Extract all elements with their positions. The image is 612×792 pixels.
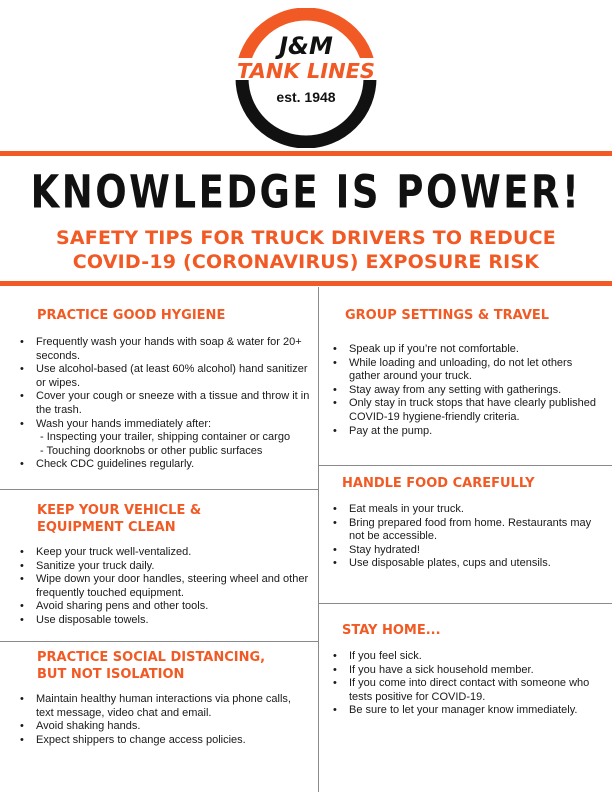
logo-ring-black: [242, 78, 370, 142]
list-item: • Expect shippers to change access policies.: [20, 734, 310, 748]
home-title: STAY HOME...: [342, 623, 441, 638]
right-divider-2: [319, 603, 612, 604]
group-list: [333, 343, 605, 438]
logo-jm: J&M: [279, 32, 333, 60]
list-item: • Avoid sharing pens and other tools.: [20, 600, 310, 614]
home-list: [333, 650, 605, 718]
vehicle-title-line2: EQUIPMENT CLEAN: [37, 520, 176, 535]
column-divider: [318, 287, 319, 792]
distancing-title: [37, 649, 265, 683]
list-item: • Stay hydrated!: [333, 544, 605, 558]
distancing-title-line1: PRACTICE SOCIAL DISTANCING,: [37, 650, 266, 665]
distancing-list: [20, 693, 310, 747]
logo-tank-lines: TANK LINES: [237, 59, 375, 83]
list-item: • Wash your hands immediately after:: [20, 418, 310, 432]
middle-rule: [0, 281, 612, 286]
vehicle-title-line1: KEEP YOUR VEHICLE &: [37, 503, 202, 518]
list-item: • Check CDC guidelines regularly.: [20, 458, 310, 472]
list-item: • While loading and unloading, do not let others gather around your truck.: [333, 357, 605, 384]
list-item: • Only stay in truck stops that have clearly published COVID-19 hygiene-friendly criteria.: [333, 397, 605, 424]
list-item: • Use alcohol-based (at least 60% alcohol) hand sanitizer or wipes.: [20, 363, 310, 390]
list-subitem: - Touching doorknobs or other public surfaces: [40, 444, 263, 457]
right-divider-1: [319, 465, 612, 466]
list-item: • If you have a sick household member.: [333, 664, 605, 678]
food-title: HANDLE FOOD CAREFULLY: [342, 476, 535, 491]
list-item: • Wipe down your door handles, steering wheel and other frequently touched equipment.: [20, 573, 310, 600]
list-item: • Use disposable plates, cups and utensils.: [333, 557, 605, 571]
list-item: • Bring prepared food from home. Restaurants may not be accessible.: [333, 517, 605, 544]
headline: KNOWLEDGE IS POWER!: [30, 166, 582, 219]
group-title: GROUP SETTINGS & TRAVEL: [345, 308, 550, 323]
vehicle-title: [37, 502, 201, 536]
subtitle-line1: SAFETY TIPS FOR TRUCK DRIVERS TO REDUCE: [56, 227, 556, 249]
vehicle-list: [20, 546, 310, 628]
logo-est: est. 1948: [276, 89, 336, 105]
hygiene-list: [20, 336, 310, 472]
list-item: • Keep your truck well-ventalized.: [20, 546, 310, 560]
list-item: • Frequently wash your hands with soap & water for 20+ seconds.: [20, 336, 310, 363]
list-item: • Pay at the pump.: [333, 425, 605, 439]
list-item: • Sanitize your truck daily.: [20, 560, 310, 574]
food-list: [333, 503, 605, 571]
list-item: • Eat meals in your truck.: [333, 503, 605, 517]
list-item: • If you feel sick.: [333, 650, 605, 664]
list-subitem: - Inspecting your trailer, shipping container or cargo: [40, 431, 291, 444]
distancing-title-line2: BUT NOT ISOLATION: [37, 667, 185, 682]
list-item: • Stay away from any setting with gatherings.: [333, 384, 605, 398]
list-item: • Use disposable towels.: [20, 614, 310, 628]
list-item: • Avoid shaking hands.: [20, 720, 310, 734]
list-item: • If you come into direct contact with someone who tests positive for COVID-19.: [333, 677, 605, 704]
subtitle-line2: COVID-19 (CORONAVIRUS) EXPOSURE RISK: [72, 251, 540, 273]
list-item: • Speak up if you’re not comfortable.: [333, 343, 605, 357]
left-divider-2: [0, 641, 318, 642]
hygiene-title: PRACTICE GOOD HYGIENE: [37, 308, 226, 323]
top-rule: [0, 151, 612, 156]
list-item: • Maintain healthy human interactions via phone calls, text message, video chat and email.: [20, 693, 310, 720]
list-item: • Cover your cough or sneeze with a tissue and throw it in the trash.: [20, 390, 310, 417]
subtitle: [0, 226, 612, 274]
left-divider-1: [0, 489, 318, 490]
company-logo: [232, 8, 380, 148]
list-item: • Be sure to let your manager know immediately.: [333, 704, 605, 718]
